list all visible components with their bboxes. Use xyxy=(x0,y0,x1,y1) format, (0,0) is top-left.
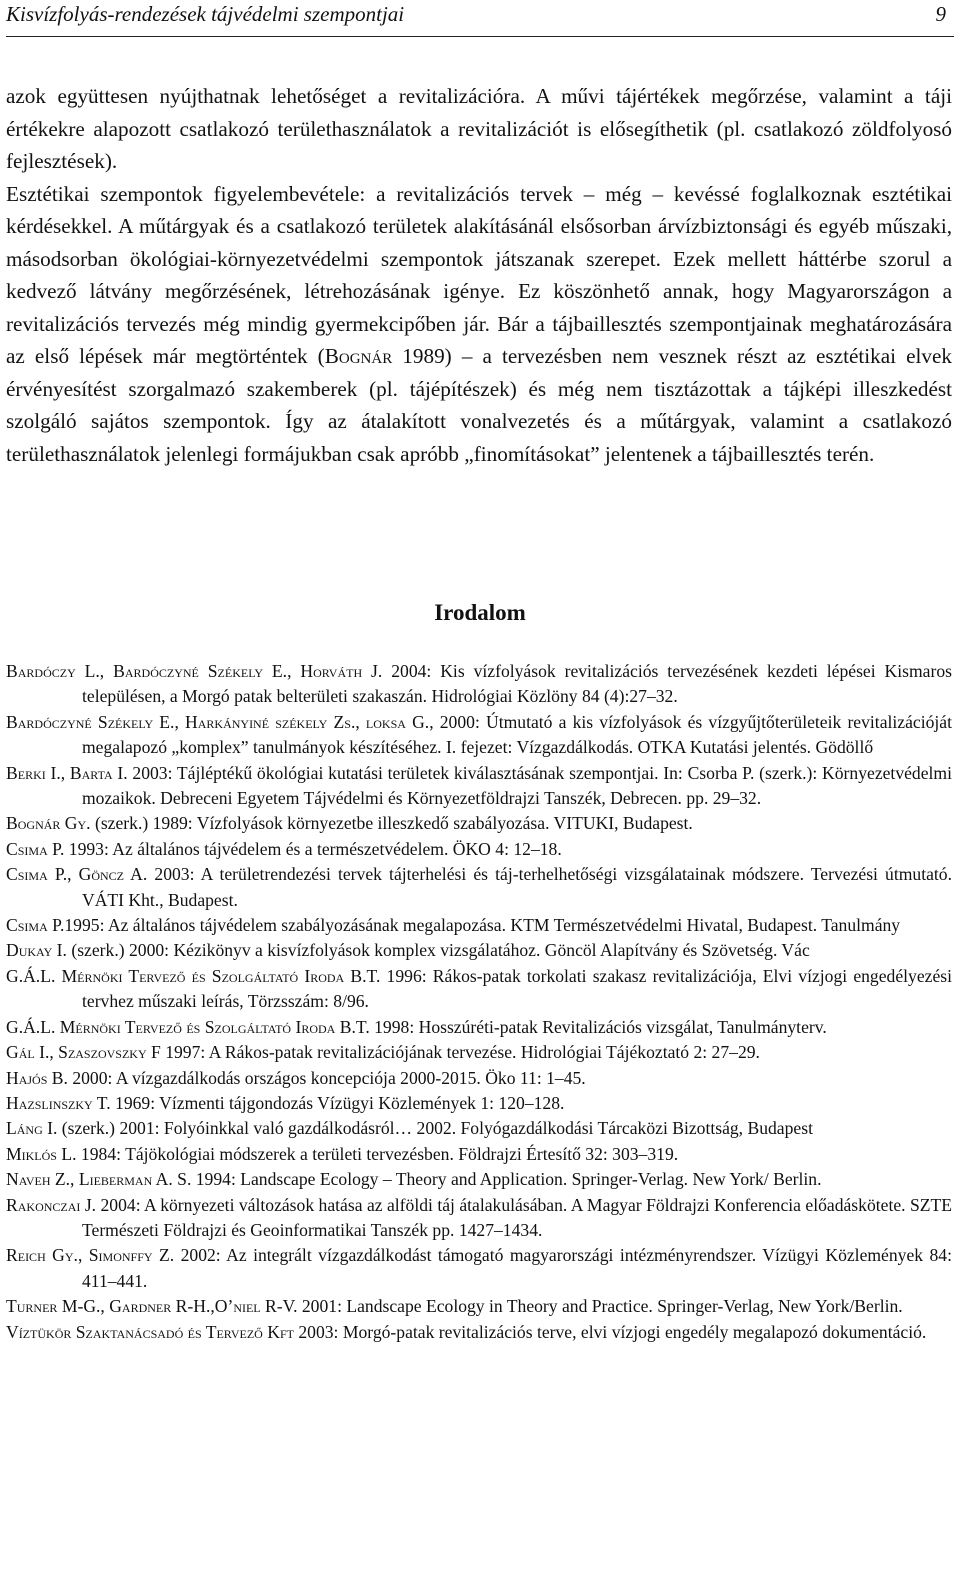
reference-text: 2002: Az integrált vízgazdálkodást támogató magyarországi intézményrendszer. Vízügyi Közlemények 84: 411–441. xyxy=(82,1245,952,1291)
reference-text: 1998: Hosszúréti-patak Revitalizációs vizsgálat, Tanulmányterv. xyxy=(369,1016,827,1037)
reference-text: (szerk.) 1989: Vízfolyások környezetbe illeszkedő szabályozása. VITUKI, Budapest. xyxy=(90,813,693,834)
reference-authors: Bognár Gy. xyxy=(6,813,91,834)
reference-text: 2003: Morgó-patak revitalizációs terve, elvi vízjogi engedély megalapozó dokumentáció. xyxy=(293,1321,927,1342)
reference-authors: Turner M-G., Gardner R-H.,O’niel R-V. xyxy=(6,1296,298,1317)
reference-authors: Víztükör Szaktanácsadó és Tervező Kft xyxy=(6,1321,294,1342)
reference-text: 1984: Tájökológiai módszerek a területi tervezésben. Földrajzi Értesítő 32: 303–319. xyxy=(76,1143,679,1164)
reference-authors: Bardóczyné Székely E., Harkányiné székely Zs., loksa G. xyxy=(6,711,430,732)
reference-text: , 2000: Útmutató a kis vízfolyások és vízgyűjtőterületeik revitalizációját megalapozó „komplex” tanulmányok készítéséhez. I. fejezet: Vízgazdálkodás. OTKA Kutatási jelentés. Gödöllő xyxy=(82,711,952,758)
reference-authors: Dukay I. xyxy=(6,940,67,961)
reference-authors: Csima P. xyxy=(6,915,65,936)
reference-text: 2001: Landscape Ecology in Theory and Practice. Springer-Verlag, New York/Berlin. xyxy=(297,1296,903,1317)
reference-text: 2004: A környezeti változások hatása az alföldi táj átalakulásában. A Magyar Földrajzi Konferencia előadáskötete. SZTE Természeti Földrajzi és Geoinformatikai Tanszék pp. 1427–1434. xyxy=(82,1194,952,1240)
reference-item xyxy=(6,761,952,812)
reference-item xyxy=(6,1243,952,1294)
reference-text: 1996: Rákos-patak torkolati szakasz revitalizációja, Elvi vízjogi engedélyezési tervhez műszaki leírás, Törzsszám: 8/96. xyxy=(82,965,952,1012)
reference-authors: Láng I. xyxy=(6,1118,58,1139)
reference-item xyxy=(6,964,952,1015)
paragraph-2 xyxy=(6,178,952,471)
reference-item xyxy=(6,1320,952,1345)
reference-list xyxy=(6,659,952,1345)
reference-item xyxy=(6,1294,952,1319)
reference-item xyxy=(6,659,952,710)
paragraph-1: azok együttesen nyújthatnak lehetőséget a revitalizációra. A művi tájértékek megőrzése, valamint a táji értékekre alapozott csatlakozó területhasználatok a revitalizációt is elősegíthetik (pl. csatlakozó zöldfolyosó fejlesztések). xyxy=(6,84,952,173)
reference-item xyxy=(6,913,952,938)
reference-item xyxy=(6,1040,952,1065)
reference-authors: Miklós L. xyxy=(6,1143,77,1164)
reference-item xyxy=(6,811,952,836)
section-title: Irodalom xyxy=(434,600,526,625)
reference-text: (szerk.) 2001: Folyóinkkal való gazdálkodásról… 2002. Folyógazdálkodási Tárcaközi Bizottság, Budapest xyxy=(57,1118,813,1139)
reference-text: 2000: A vízgazdálkodás országos koncepciója 2000-2015. Öko 11: 1–45. xyxy=(67,1067,586,1088)
page-number: 9 xyxy=(935,2,946,26)
running-header xyxy=(6,0,954,37)
reference-authors: Bardóczy L., Bardóczyné Székely E., Horváth J. xyxy=(6,661,383,681)
reference-item xyxy=(6,1066,952,1091)
reference-authors: Csima P. xyxy=(6,838,65,859)
reference-text: 1993: Az általános tájvédelem és a természetvédelem. ÖKO 4: 12–18. xyxy=(64,838,562,859)
reference-text: 1995: Az általános tájvédelem szabályozásának megalapozása. KTM Természetvédelmi Hivatal, Budapest. Tanulmány xyxy=(64,915,901,936)
reference-item xyxy=(6,1091,952,1116)
reference-text: 1997: A Rákos-patak revitalizációjának tervezése. Hidrológiai Tájékoztató 2: 27–29. xyxy=(160,1042,760,1063)
reference-text: 2003: A területrendezési tervek tájterhelési és táj-terhelhetőségi vizsgálatainak módszere. Tervezési útmutató. VÁTI Kht., Budapest. xyxy=(82,864,952,910)
reference-authors: Reich Gy., Simonffy Z. xyxy=(6,1245,175,1266)
reference-item xyxy=(6,862,952,913)
reference-authors: Naveh Z., Lieberman A. S. xyxy=(6,1169,192,1190)
reference-authors: Berki I., Barta I. xyxy=(6,762,128,783)
reference-authors: G.Á.L. Mérnöki Tervező és Szolgáltató Iroda B.T. xyxy=(6,965,381,986)
body-text xyxy=(6,80,952,470)
cited-author: Bognár xyxy=(324,344,393,368)
reference-text: 1969: Vízmenti tájgondozás Vízügyi Közlemények 1: 120–128. xyxy=(110,1092,565,1113)
reference-authors: Csima P., Göncz A. xyxy=(6,864,148,885)
reference-text: 2004: Kis vízfolyások revitalizációs tervezésének kezdeti lépései Kismaros településen, a Morgó patak belterületi szakaszán. Hidrológiai Közlöny 84 (4):27–32. xyxy=(82,661,952,707)
reference-item xyxy=(6,710,952,761)
reference-text: 2003: Tájléptékű ökológiai kutatási területek kiválasztásának szempontjai. In: Csorba P. (szerk.): Környezetvédelmi mozaikok. Debreceni Egyetem Tájvédelmi és Környezetföldrajzi Tanszék, Debrecen. pp. 29–32. xyxy=(82,762,952,809)
reference-item xyxy=(6,938,952,963)
reference-authors: Gál I., Szaszovszky F xyxy=(6,1042,161,1063)
reference-authors: Rakonczai J. xyxy=(6,1194,97,1215)
reference-text: (szerk.) 2000: Kézikönyv a kisvízfolyások komplex vizsgálatához. Göncöl Alapítvány és Szövetség. Vác xyxy=(66,940,810,961)
paragraph-2-part-1: Esztétikai szempontok figyelembevétele: a revitalizációs tervek – még – kevéssé foglalkoznak esztétikai kérdésekkel. A műtárgyak és a csatlakozó területek alakításánál elsősorban árvízbiztonsági és egyéb műszaki, másodsorban ökológiai-környezetvédelmi szempontok játszanak szerepet. Ezek mellett háttérbe szorul a kedvező látvány megőrzésének, létrehozásának igénye. Ez köszönhető annak, hogy Magyarországon a revitalizációs tervezés még mindig gyermekcipőben jár. Bár a tájbaillesztés szempontjainak meghatározására az első lépések már megtörténtek ( xyxy=(6,181,952,368)
running-header-title: Kisvízfolyás-rendezések tájvédelmi szempontjai xyxy=(6,2,405,26)
reference-authors: G.Á.L. Mérnöki Tervező és Szolgáltató Iroda B.T. xyxy=(6,1016,370,1037)
reference-item xyxy=(6,1193,952,1244)
reference-item xyxy=(6,1142,952,1167)
reference-text: 1994: Landscape Ecology – Theory and Application. Springer-Verlag. New York/ Berlin. xyxy=(191,1169,822,1190)
reference-authors: Hajós B. xyxy=(6,1067,68,1088)
reference-item xyxy=(6,1015,952,1040)
reference-item xyxy=(6,837,952,862)
reference-authors: Hazslinszky T. xyxy=(6,1092,111,1113)
paragraph-2-part-2: 1989) – a tervezésben nem vesznek részt az esztétikai elvek érvényesítést szorgalmazó szakemberek (pl. tájépítészek) és még nem tisztázottak a tájképi illeszkedést szolgáló sajátos szempontok. Így az átalakított vonalvezetés és a műtárgyak, valamint a csatlakozó területhasználatok jelenlegi formájukban csak apróbb „finomításokat” jelentenek a tájbaillesztés terén. xyxy=(6,344,952,466)
reference-item xyxy=(6,1116,952,1141)
reference-item xyxy=(6,1167,952,1192)
